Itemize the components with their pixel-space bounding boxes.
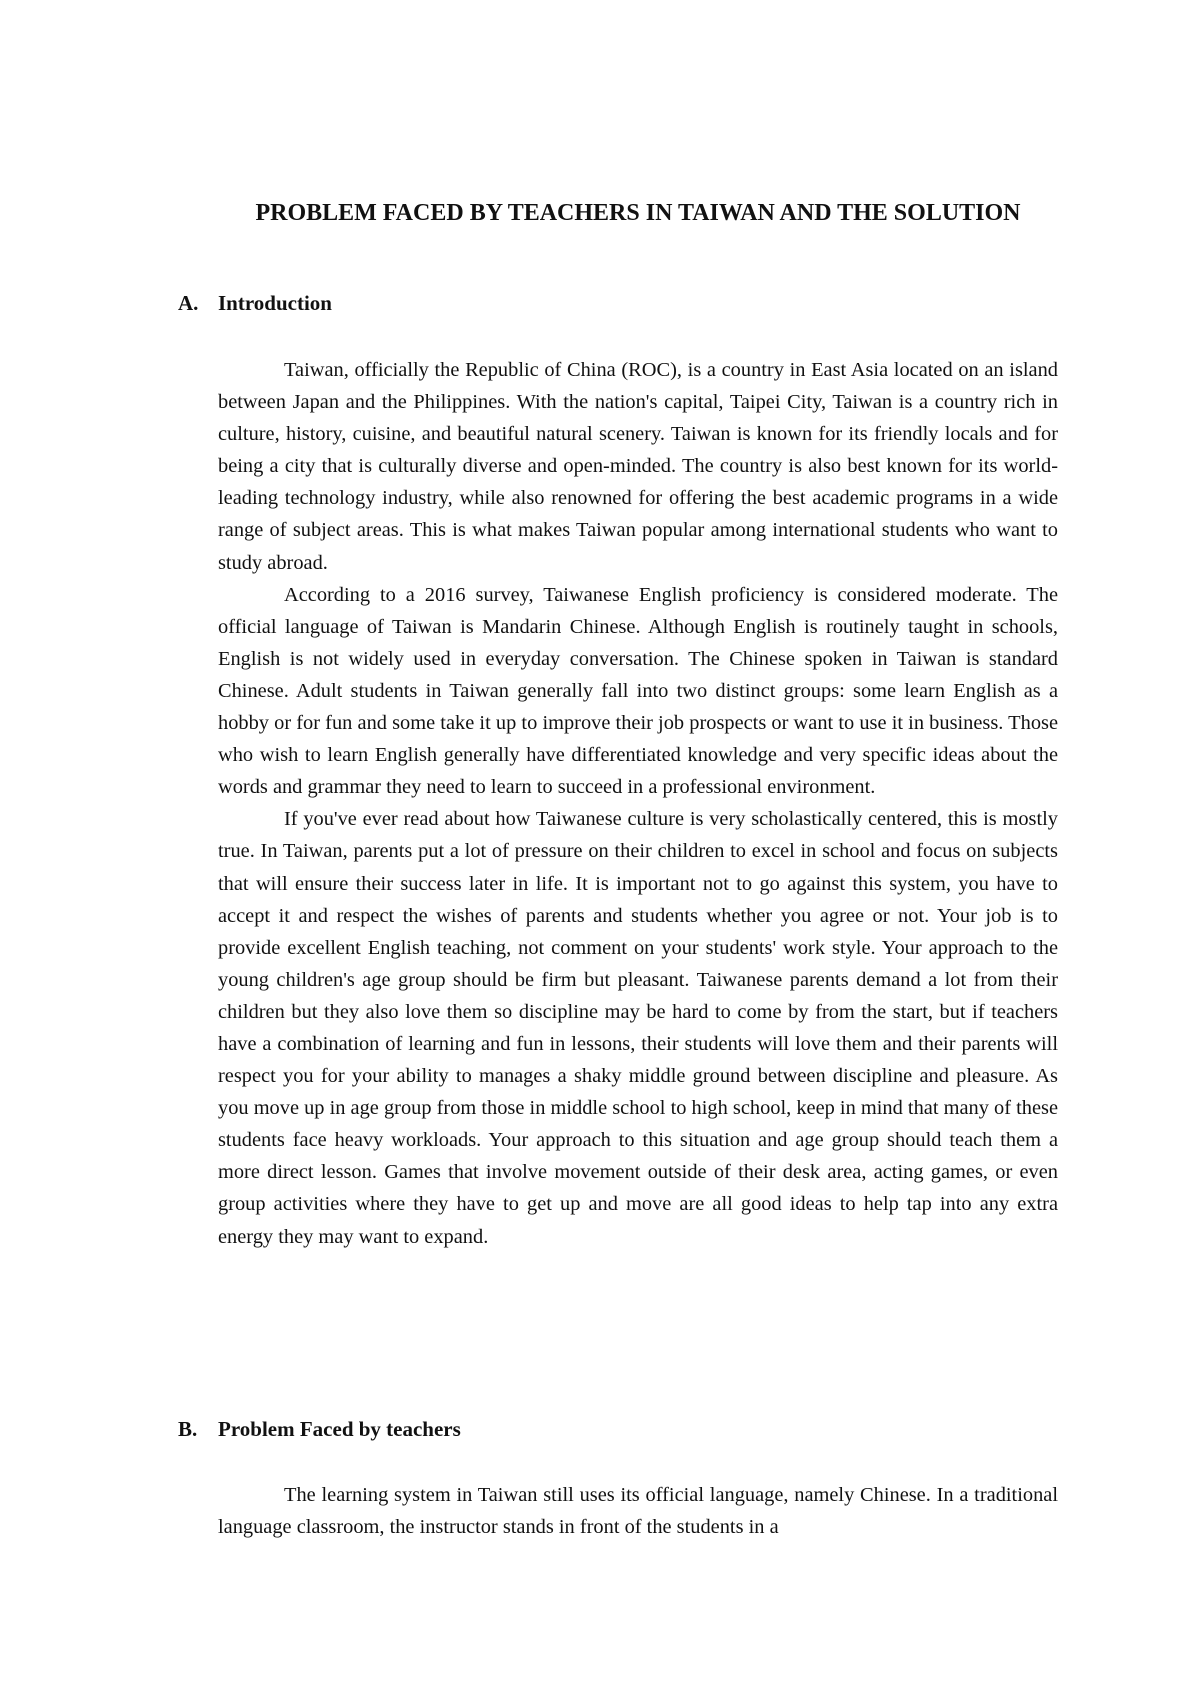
paragraph: According to a 2016 survey, Taiwanese English proficiency is considered moderate. The official language of Taiwan is Mandarin Chinese. Although English is routinely taught in schools, English is not widely used in everyday conversation. The Chinese spoken in Taiwan is standard Chinese. Adult students in Taiwan generally fall into two distinct groups: some learn English as a hobby or for fun and some take it up to improve their job prospects or want to use it in business. Those who wish to learn English generally have differentiated knowledge and very specific ideas about the words and grammar they need to learn to succeed in a professional environment. <box>218 583 1058 799</box>
document-title: PROBLEM FACED BY TEACHERS IN TAIWAN AND THE SOLUTION <box>255 200 1021 226</box>
section-letter: A. <box>178 291 199 315</box>
section-heading-text: Problem Faced by teachers <box>218 1417 461 1441</box>
introduction-body <box>218 354 1058 1253</box>
paragraph: The learning system in Taiwan still uses its official language, namely Chinese. In a traditional language classroom, the instructor stands in front of the students in a <box>218 1484 1058 1539</box>
section-letter: B. <box>178 1417 198 1441</box>
paragraph: Taiwan, officially the Republic of China (ROC), is a country in East Asia located on an island between Japan and the Philippines. With the nation's capital, Taipei City, Taiwan is a country rich in culture, history, cuisine, and beautiful natural scenery. Taiwan is known for its friendly locals and for being a city that is culturally diverse and open-minded. The country is also best known for its world-leading technology industry, while also renowned for offering the best academic programs in a wide range of subject areas. This is what makes Taiwan popular among international students who want to study abroad. <box>218 359 1058 574</box>
problem-body <box>218 1479 1058 1543</box>
section-heading-problem <box>178 1413 461 1445</box>
paragraph: If you've ever read about how Taiwanese culture is very scholastically centered, this is mostly true. In Taiwan, parents put a lot of pressure on their children to excel in school and focus on subjects that will ensure their success later in life. It is important not to go against this system, you have to accept it and respect the wishes of parents and students whether you agree or not. Your job is to provide excellent English teaching, not comment on your students' work style. Your approach to the young children's age group should be firm but pleasant. Taiwanese parents demand a lot from their children but they also love them so discipline may be hard to come by from the start, but if teachers have a combination of learning and fun in lessons, their students will love them and their parents will respect you for your ability to manages a shaky middle ground between discipline and pleasure. As you move up in age group from those in middle school to high school, keep in mind that many of these students face heavy workloads. Your approach to this situation and age group should teach them a more direct lesson. Games that involve movement outside of their desk area, acting games, or even group activities where they have to get up and move are all good ideas to help tap into any extra energy they may want to expand. <box>218 808 1058 1248</box>
section-heading-introduction <box>178 287 332 319</box>
section-heading-text: Introduction <box>218 291 332 315</box>
